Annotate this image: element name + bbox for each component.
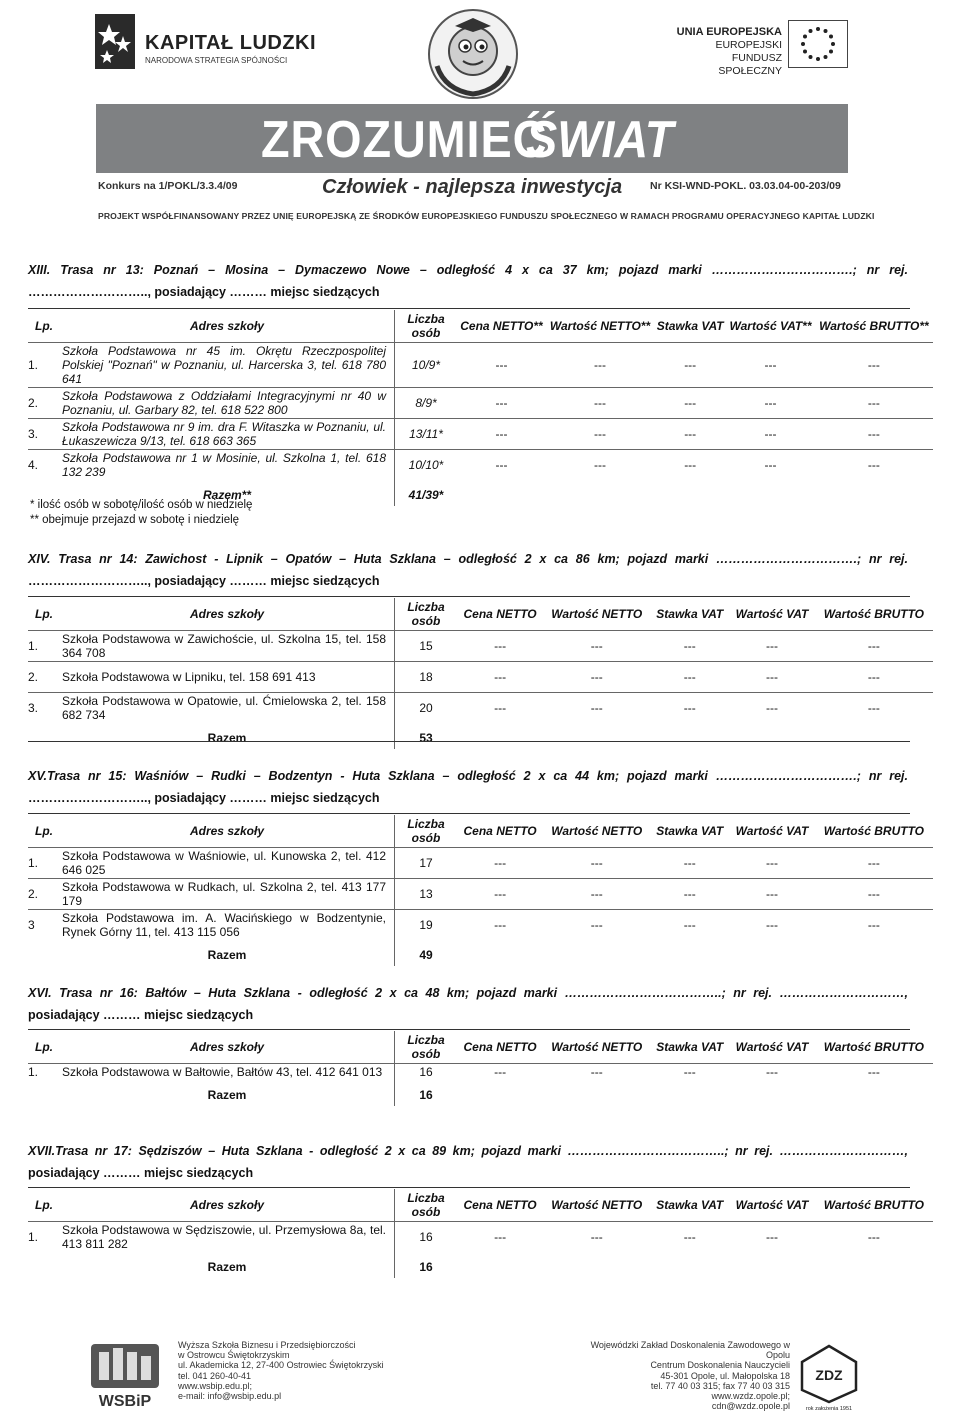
col-vat-rate: Stawka VAT — [656, 607, 724, 621]
sum-row — [28, 1080, 933, 1106]
row-count: 19 — [395, 910, 458, 941]
row-count: 15 — [395, 631, 458, 662]
wzdz-website[interactable]: www.wzdz.opole.pl; — [711, 1391, 790, 1402]
zdz-opole-logo-icon — [800, 1344, 858, 1412]
table-row — [28, 848, 933, 879]
row-brutto: --- — [815, 879, 933, 910]
zdz-logo-text: ZDZ — [815, 1367, 843, 1383]
row-vat-rate: --- — [650, 848, 729, 879]
sum-label: Razem — [60, 940, 395, 966]
row-address: Szkoła Podstawowa w Waśniowie, ul. Kunowska 2, tel. 412 646 025 — [60, 848, 395, 879]
col-address: Adres szkoły — [60, 815, 395, 848]
banner-word-2: ŚWIAT — [526, 111, 674, 169]
col-price-netto: Cena NETTO** — [460, 319, 543, 333]
row-vat-rate: --- — [650, 1064, 729, 1081]
col-brutto: Wartość BRUTTO** — [819, 319, 929, 333]
table-row — [28, 450, 933, 481]
sum-value: 16 — [419, 1260, 433, 1274]
row-lp: 1. — [28, 631, 60, 662]
footnotes — [30, 498, 252, 528]
row-address: Szkoła Podstawowa w Lipniku, tel. 158 691 413 — [60, 662, 395, 693]
row-price: --- — [457, 848, 543, 879]
row-brutto: --- — [815, 450, 933, 481]
eu-flag-icon — [788, 20, 848, 68]
row-vat-rate: --- — [654, 343, 726, 388]
section-14-bottom-rule — [28, 741, 910, 742]
section-16-title-line1: XVI. Trasa nr 16: Bałtów – Huta Szklana - odległość 2 x ca 48 km; pojazd marki ………………………………..; nr rej. …………………………, — [28, 986, 908, 1000]
section-17-table — [28, 1189, 933, 1278]
row-vat: --- — [729, 1064, 815, 1081]
table-row — [28, 1222, 933, 1253]
col-count: Liczba osób — [407, 817, 445, 845]
wzdz-line: Wojewódzki Zakład Doskonalenia Zawodowego w Opolu — [590, 1340, 790, 1361]
row-address: Szkoła Podstawowa w Rudkach, ul. Szkolna 2, tel. 413 177 179 — [60, 879, 395, 910]
row-address: Szkoła Podstawowa nr 9 im. dra F. Witaszka w Poznaniu, ul. Łukaszewicza 9/13, tel. 618 663 365 — [60, 419, 395, 450]
row-price: --- — [457, 1222, 543, 1253]
row-netto: --- — [543, 1222, 650, 1253]
section-15-title — [28, 765, 908, 809]
row-vat: --- — [729, 910, 815, 941]
row-netto: --- — [543, 631, 650, 662]
section-16-title-line2: posiadający ……… miejsc siedzących — [28, 1008, 254, 1022]
table-header-row — [28, 310, 933, 343]
table-header-row — [28, 815, 933, 848]
wsbip-website[interactable]: www.wsbip.edu.pl; — [178, 1380, 253, 1391]
col-vat-rate: Stawka VAT — [656, 1198, 724, 1212]
wzdz-line: 45-301 Opole, ul. Małopolska 18 — [660, 1370, 790, 1381]
table-row — [28, 693, 933, 724]
table-row — [28, 1064, 933, 1081]
row-count: 16 — [395, 1064, 458, 1081]
wzdz-line: tel. 77 40 03 315; fax 77 40 03 315 — [650, 1380, 790, 1391]
col-lp: Lp. — [35, 319, 53, 333]
slogan: Człowiek - najlepsza inwestycja — [322, 176, 623, 198]
col-lp: Lp. — [35, 1198, 53, 1212]
table-row — [28, 343, 933, 388]
section-17-title-line2: posiadający ……… miejsc siedzących — [28, 1166, 254, 1180]
table-row — [28, 910, 933, 941]
sum-value: 53 — [419, 731, 433, 745]
col-value-netto: Wartość NETTO — [551, 1198, 643, 1212]
col-count: Liczba osób — [407, 1033, 445, 1061]
row-vat: --- — [729, 631, 815, 662]
table-header-row — [28, 1189, 933, 1222]
row-vat: --- — [729, 693, 815, 724]
row-netto: --- — [543, 662, 650, 693]
col-price-netto: Cena NETTO — [463, 824, 537, 838]
wsbip-line: ul. Akademicka 12, 27-400 Ostrowiec Świętokrzyski — [178, 1360, 384, 1371]
ue-line-1: UNIA EUROPEJSKA — [676, 26, 782, 38]
section-13-table — [28, 310, 933, 506]
ue-line-2: EUROPEJSKI — [715, 39, 782, 51]
row-netto: --- — [543, 848, 650, 879]
row-vat: --- — [726, 450, 814, 481]
wzdz-email[interactable]: cdn@wzdz.opole.pl — [711, 1401, 790, 1412]
col-vat-value: Wartość VAT — [735, 607, 809, 621]
row-brutto: --- — [815, 631, 933, 662]
row-brutto: --- — [815, 1064, 933, 1081]
section-14-title — [28, 548, 908, 592]
section-14-rule — [28, 596, 910, 597]
section-16-title — [28, 982, 908, 1026]
row-price: --- — [457, 879, 543, 910]
row-lp: 3 — [28, 910, 60, 941]
row-price: --- — [457, 450, 546, 481]
kapital-ludzki-subtitle: NARODOWA STRATEGIA SPÓJNOŚCI — [145, 56, 288, 65]
row-vat-rate: --- — [650, 1222, 729, 1253]
col-vat-rate: Stawka VAT — [656, 824, 724, 838]
row-count: 8/9* — [395, 388, 458, 419]
row-price: --- — [457, 1064, 543, 1081]
table-row — [28, 388, 933, 419]
section-13-title-line2: ……………………….., posiadający ……… miejsc siedzących — [28, 285, 380, 299]
sum-value: 16 — [419, 1088, 433, 1102]
row-vat: --- — [729, 879, 815, 910]
row-count: 16 — [395, 1222, 458, 1253]
section-14-title-line1: XIV. Trasa nr 14: Zawichost - Lipnik – Opatów – Huta Szklana – odległość 2 x ca 86 km; pojazd marki …………………………….; nr rej. — [28, 552, 908, 566]
row-brutto: --- — [815, 910, 933, 941]
section-14-title-line2: ……………………….., posiadający ……… miejsc siedzących — [28, 574, 380, 588]
col-brutto: Wartość BRUTTO — [823, 607, 925, 621]
row-lp: 1. — [28, 343, 60, 388]
col-vat-value: Wartość VAT — [735, 824, 809, 838]
row-count: 13 — [395, 879, 458, 910]
col-address: Adres szkoły — [60, 598, 395, 631]
row-lp: 3. — [28, 693, 60, 724]
row-vat: --- — [726, 419, 814, 450]
row-netto: --- — [543, 910, 650, 941]
row-lp: 2. — [28, 662, 60, 693]
wsbip-logo-icon — [85, 1342, 165, 1412]
col-vat-value: Wartość VAT — [735, 1198, 809, 1212]
row-netto: --- — [546, 388, 654, 419]
col-address: Adres szkoły — [60, 310, 395, 343]
sum-value: 41/39* — [408, 488, 444, 502]
row-brutto: --- — [815, 848, 933, 879]
sum-row — [28, 723, 933, 749]
section-15-rule — [28, 813, 910, 814]
row-count: 10/9* — [395, 343, 458, 388]
row-netto: --- — [543, 693, 650, 724]
zrozumiec-swiat-logo-icon — [425, 6, 521, 102]
row-address: Szkoła Podstawowa nr 1 w Mosinie, ul. Szkolna 1, tel. 618 132 239 — [60, 450, 395, 481]
col-count: Liczba osób — [407, 312, 445, 340]
row-vat: --- — [729, 662, 815, 693]
row-address: Szkoła Podstawowa w Bałtowie, Bałtów 43, tel. 412 641 013 — [60, 1064, 395, 1081]
row-brutto: --- — [815, 1222, 933, 1253]
table-header-row — [28, 1031, 933, 1064]
row-address: Szkoła Podstawowa im. A. Wacińskiego w Bodzentynie, Rynek Górny 11, tel. 413 115 056 — [60, 910, 395, 941]
table-row — [28, 419, 933, 450]
col-address: Adres szkoły — [60, 1031, 395, 1064]
page-header — [0, 0, 960, 232]
section-13-title — [28, 259, 908, 303]
row-count: 20 — [395, 693, 458, 724]
row-vat-rate: --- — [654, 419, 726, 450]
sum-value: 49 — [419, 948, 433, 962]
col-price-netto: Cena NETTO — [463, 1198, 537, 1212]
row-price: --- — [457, 662, 543, 693]
row-price: --- — [457, 631, 543, 662]
wsbip-line: tel. 041 260-40-41 — [178, 1370, 252, 1381]
col-value-netto: Wartość NETTO** — [549, 319, 651, 333]
wsbip-line: w Ostrowcu Świętokrzyskim — [178, 1350, 290, 1361]
section-16-rule — [28, 1029, 910, 1030]
col-vat-rate: Stawka VAT — [656, 1040, 724, 1054]
row-vat-rate: --- — [650, 631, 729, 662]
row-lp: 1. — [28, 1064, 60, 1081]
row-netto: --- — [543, 879, 650, 910]
row-lp: 2. — [28, 388, 60, 419]
col-lp: Lp. — [35, 1040, 53, 1054]
col-address: Adres szkoły — [60, 1189, 395, 1222]
row-count: 10/10* — [395, 450, 458, 481]
table-row — [28, 662, 933, 693]
row-vat-rate: --- — [654, 450, 726, 481]
row-count: 18 — [395, 662, 458, 693]
col-lp: Lp. — [35, 824, 53, 838]
row-count: 17 — [395, 848, 458, 879]
row-netto: --- — [543, 1064, 650, 1081]
wsbip-line: Wyższa Szkoła Biznesu i Przedsiębiorczości — [178, 1340, 356, 1350]
row-netto: --- — [546, 343, 654, 388]
sum-label: Razem — [60, 723, 395, 749]
section-13-title-line1: XIII. Trasa nr 13: Poznań – Mosina – Dymaczewo Nowe – odległość 4 x ca 37 km; pojazd marki …………………………….; nr rej. — [28, 263, 908, 277]
page-footer — [0, 1330, 960, 1417]
col-price-netto: Cena NETTO — [463, 1040, 537, 1054]
row-netto: --- — [546, 419, 654, 450]
konkurs-number: Konkurs na 1/POKL/3.3.4/09 — [98, 180, 238, 192]
row-vat: --- — [726, 388, 814, 419]
table-row — [28, 631, 933, 662]
col-value-netto: Wartość NETTO — [551, 607, 643, 621]
row-price: --- — [457, 693, 543, 724]
section-15-title-line1: XV.Trasa nr 15: Waśniów – Rudki – Bodzentyn - Huta Szklana – odległość 2 x ca 44 km; pojazd marki …………………………….; nr rej. — [28, 769, 908, 783]
table-row — [28, 879, 933, 910]
row-brutto: --- — [815, 343, 933, 388]
section-17-title — [28, 1140, 908, 1184]
row-lp: 1. — [28, 848, 60, 879]
wsbip-logo-text: WSBiP — [98, 1393, 152, 1410]
section-15-table — [28, 815, 933, 966]
row-price: --- — [457, 388, 546, 419]
row-vat-rate: --- — [650, 879, 729, 910]
footnote-1: * ilość osób w sobotę/ilość osób w niedzielę — [30, 499, 253, 511]
row-brutto: --- — [815, 419, 933, 450]
col-count: Liczba osób — [407, 600, 445, 628]
row-address: Szkoła Podstawowa nr 45 im. Okrętu Rzeczpospolitej Polskiej "Poznań" w Poznaniu, ul. Harcerska 3, tel. 618 780 641 — [60, 343, 395, 388]
project-number: Nr KSI-WND-POKL. 03.03.04-00-203/09 — [650, 180, 841, 192]
sum-label: Razem** — [60, 480, 395, 506]
col-brutto: Wartość BRUTTO — [823, 1040, 925, 1054]
row-lp: 4. — [28, 450, 60, 481]
table-header-row — [28, 598, 933, 631]
kapital-ludzki-stars-icon — [95, 14, 135, 69]
col-lp: Lp. — [35, 607, 53, 621]
col-price-netto: Cena NETTO — [463, 607, 537, 621]
row-address: Szkoła Podstawowa z Oddziałami Integracyjnymi nr 40 w Poznaniu, ul. Garbary 82, tel. 618 522 800 — [60, 388, 395, 419]
section-17-title-line1: XVII.Trasa nr 17: Sędziszów – Huta Szklana - odległość 2 x ca 89 km; pojazd marki ………………………………..; nr rej. …………………………, — [28, 1144, 908, 1158]
col-vat-value: Wartość VAT** — [729, 319, 812, 333]
ue-line-3: FUNDUSZ SPOŁECZNY — [718, 52, 782, 77]
row-lp: 1. — [28, 1222, 60, 1253]
col-value-netto: Wartość NETTO — [551, 1040, 643, 1054]
section-15-title-line2: ……………………….., posiadający ……… miejsc siedzących — [28, 791, 380, 805]
row-price: --- — [457, 910, 543, 941]
section-16-table — [28, 1031, 933, 1106]
row-address: Szkoła Podstawowa w Opatowie, ul. Ćmielowska 2, tel. 158 682 734 — [60, 693, 395, 724]
sum-label: Razem — [60, 1252, 395, 1278]
row-vat: --- — [729, 1222, 815, 1253]
col-value-netto: Wartość NETTO — [551, 824, 643, 838]
zdz-year-text: rok założenia 1951 — [805, 1406, 853, 1412]
col-vat-rate: Stawka VAT — [656, 319, 724, 333]
sum-label: Razem — [60, 1080, 395, 1106]
row-lp: 3. — [28, 419, 60, 450]
row-count: 13/11* — [395, 419, 458, 450]
unia-europejska-logo — [670, 20, 850, 80]
footnote-2: ** obejmuje przejazd w sobotę i niedzielę — [30, 514, 240, 526]
col-count: Liczba osób — [407, 1191, 445, 1219]
row-brutto: --- — [815, 388, 933, 419]
col-brutto: Wartość BRUTTO — [823, 824, 925, 838]
row-address: Szkoła Podstawowa w Sędziszowie, ul. Przemysłowa 8a, tel. 413 811 282 — [60, 1222, 395, 1253]
project-cofinancing-line: PROJEKT WSPÓŁFINANSOWANY PRZEZ UNIĘ EUROPEJSKĄ ZE ŚRODKÓW EUROPEJSKIEGO FUNDUSZU SPOŁECZNEGO W RAMACH PROGRAMU OPERACYJNEGO KAPITAŁ LUDZKI — [98, 211, 875, 221]
section-13-rule — [28, 308, 910, 309]
wsbip-contact — [178, 1340, 384, 1401]
wsbip-email[interactable]: e-mail: info@wsbip.edu.pl — [178, 1391, 282, 1402]
wzdz-line: Centrum Doskonalenia Nauczycieli — [650, 1360, 790, 1371]
wzdz-contact — [570, 1340, 790, 1411]
sum-row — [28, 940, 933, 966]
row-address: Szkoła Podstawowa w Zawichoście, ul. Szkolna 15, tel. 158 364 708 — [60, 631, 395, 662]
banner-word-1: ZROZUMIEĆ — [261, 111, 548, 169]
row-brutto: --- — [815, 693, 933, 724]
row-vat-rate: --- — [650, 662, 729, 693]
row-vat-rate: --- — [650, 910, 729, 941]
row-lp: 2. — [28, 879, 60, 910]
row-vat: --- — [726, 343, 814, 388]
sum-row — [28, 1252, 933, 1278]
row-vat-rate: --- — [654, 388, 726, 419]
col-vat-value: Wartość VAT — [735, 1040, 809, 1054]
col-brutto: Wartość BRUTTO — [823, 1198, 925, 1212]
row-netto: --- — [546, 450, 654, 481]
row-vat-rate: --- — [650, 693, 729, 724]
row-price: --- — [457, 419, 546, 450]
zrozumiec-swiat-banner — [96, 104, 848, 173]
kapital-ludzki-title: KAPITAŁ LUDZKI — [145, 32, 317, 54]
row-vat: --- — [729, 848, 815, 879]
section-17-rule — [28, 1187, 910, 1188]
row-price: --- — [457, 343, 546, 388]
section-14-table — [28, 598, 933, 749]
row-brutto: --- — [815, 662, 933, 693]
